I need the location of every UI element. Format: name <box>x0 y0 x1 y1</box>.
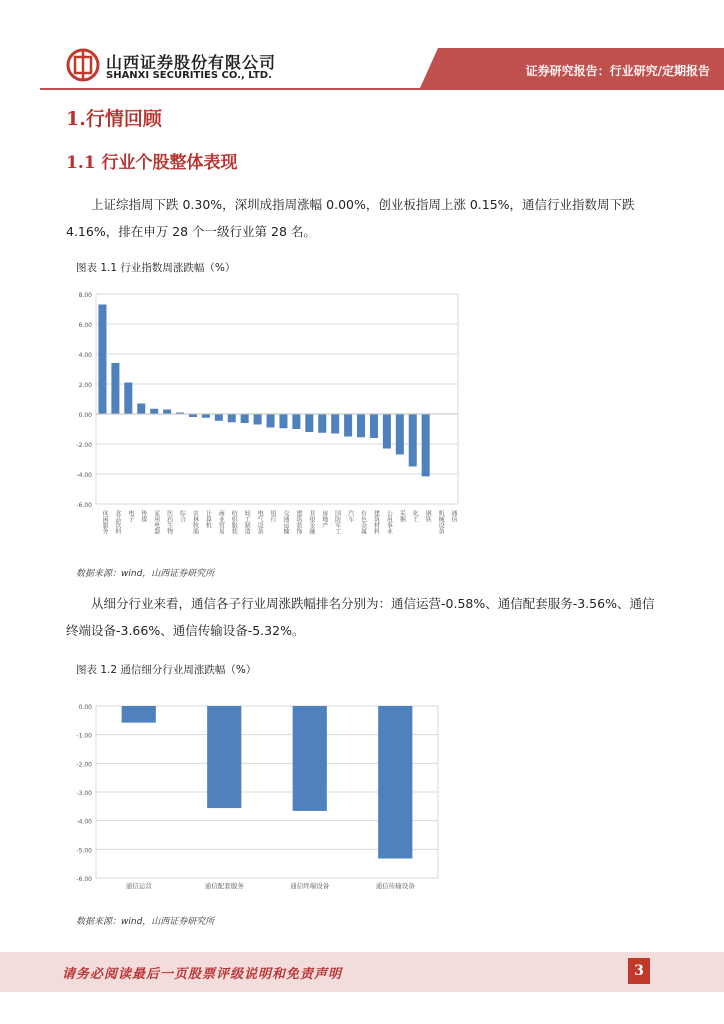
y-tick-label: -4.00 <box>76 818 92 826</box>
x-tick-label: 采掘 <box>398 510 406 522</box>
bar <box>124 383 132 415</box>
y-tick-label: -6.00 <box>76 502 92 509</box>
y-tick-label: -4.00 <box>76 472 92 479</box>
company-name-en: SHANXI SECURITIES CO., LTD. <box>106 70 272 81</box>
x-tick-label: 传媒 <box>139 510 147 522</box>
bar <box>267 414 275 428</box>
y-tick-label: 0.00 <box>78 412 92 419</box>
paragraph-market-overview: 上证综指周下跌 0.30%，深圳成指周涨幅 0.00%，创业板指周上涨 0.15%，通信行业指数周下跌 4.16%，排在申万 28 个一级行业第 28 名。 <box>66 197 635 239</box>
bar <box>378 706 412 859</box>
x-tick-label: 通信传输设备 <box>375 882 415 890</box>
y-tick-label: 2.00 <box>78 382 92 389</box>
bar <box>396 414 404 455</box>
x-tick-label: 商业贸易 <box>217 510 225 534</box>
company-logo-icon <box>66 48 100 82</box>
y-tick-label: -2.00 <box>76 442 92 449</box>
bar <box>344 414 352 437</box>
x-tick-label: 综合 <box>178 510 186 522</box>
bar <box>293 706 327 811</box>
y-tick-label: 4.00 <box>78 352 92 359</box>
x-tick-label: 计算机 <box>204 510 212 528</box>
x-tick-label: 农林牧渔 <box>191 510 199 534</box>
bar <box>292 414 300 429</box>
section-title: 1.行情回顾 <box>66 108 162 130</box>
x-tick-label: 非银金融 <box>307 510 315 534</box>
bar <box>254 414 262 425</box>
bar <box>279 414 287 428</box>
company-name-cn: 山西证券股份有限公司 <box>106 53 277 72</box>
subsector-weekly-change-chart <box>70 696 446 896</box>
bar <box>228 414 236 422</box>
bar <box>150 409 158 414</box>
y-tick-label: -5.00 <box>76 847 92 855</box>
bar <box>241 414 249 423</box>
x-tick-label: 通信运营 <box>125 882 152 890</box>
footer-disclaimer: 请务必阅读最后一页股票评级说明和免责声明 <box>62 967 343 982</box>
x-tick-label: 化工 <box>411 510 419 522</box>
y-tick-label: -2.00 <box>76 761 92 769</box>
x-tick-label: 通信终端设备 <box>290 882 330 890</box>
figure1-title: 图表 1.1 行业指数周涨跌幅（%） <box>76 262 236 274</box>
x-tick-label: 钢铁 <box>424 510 432 522</box>
x-tick-label: 医药生物 <box>165 510 173 534</box>
bar <box>202 414 210 418</box>
bar <box>163 410 171 415</box>
bar <box>122 706 156 723</box>
y-tick-label: 8.00 <box>78 292 92 299</box>
bar <box>207 706 241 808</box>
x-tick-label: 建筑装饰 <box>294 510 302 534</box>
x-tick-label: 通信 <box>450 510 458 522</box>
x-tick-label: 房地产 <box>320 510 328 528</box>
bar <box>98 305 106 415</box>
page-number: 3 <box>628 958 650 984</box>
y-tick-label: -3.00 <box>76 790 92 797</box>
bar <box>215 414 223 421</box>
x-tick-label: 纺织服装 <box>230 510 238 534</box>
x-tick-label: 休闲服务 <box>100 510 108 534</box>
bar <box>383 414 391 449</box>
bar <box>318 414 326 433</box>
bar <box>422 414 430 476</box>
figure2-source: 数据来源：wind，山西证券研究所 <box>76 917 215 927</box>
bar <box>370 414 378 438</box>
y-tick-label: 0.00 <box>78 704 92 711</box>
x-tick-label: 银行 <box>269 510 277 522</box>
x-tick-label: 电子 <box>126 510 134 522</box>
x-tick-label: 国防军工 <box>333 510 341 534</box>
page-header <box>0 0 724 92</box>
header-divider <box>40 88 724 90</box>
x-tick-label: 通信配套服务 <box>204 882 244 890</box>
plot-area <box>96 294 458 504</box>
figure2-title: 图表 1.2 通信细分行业周涨跌幅（%） <box>76 664 257 676</box>
x-tick-label: 交通运输 <box>281 510 289 534</box>
x-tick-label: 机械设备 <box>437 510 445 534</box>
subsection-title: 1.1 行业个股整体表现 <box>66 153 238 173</box>
bar <box>409 414 417 467</box>
x-tick-label: 电气设备 <box>256 510 264 534</box>
x-tick-label: 食品饮料 <box>113 510 121 534</box>
report-type-label: 证券研究报告：行业研究/定期报告 <box>525 64 710 78</box>
bar <box>111 363 119 414</box>
y-tick-label: -6.00 <box>76 876 92 883</box>
y-tick-label: 6.00 <box>78 322 92 329</box>
bar <box>305 414 313 432</box>
y-tick-label: -1.00 <box>76 732 92 740</box>
figure1-source: 数据来源：wind，山西证券研究所 <box>76 569 215 579</box>
bar <box>357 414 365 437</box>
x-tick-label: 建筑材料 <box>372 510 380 534</box>
x-tick-label: 家用电器 <box>152 510 160 534</box>
bar <box>331 414 339 434</box>
x-tick-label: 有色金属 <box>359 510 367 534</box>
paragraph-subsector: 从细分行业来看，通信各子行业周涨跌幅排名分别为：通信运营-0.58%、通信配套服务-3.56%、通信终端设备-3.66%、通信传输设备-5.32%。 <box>66 596 655 638</box>
x-tick-label: 轻工制造 <box>243 510 251 534</box>
x-tick-label: 汽车 <box>346 510 354 522</box>
bar <box>137 404 145 415</box>
x-tick-label: 公用事业 <box>385 510 393 534</box>
industry-weekly-change-chart <box>70 284 466 560</box>
